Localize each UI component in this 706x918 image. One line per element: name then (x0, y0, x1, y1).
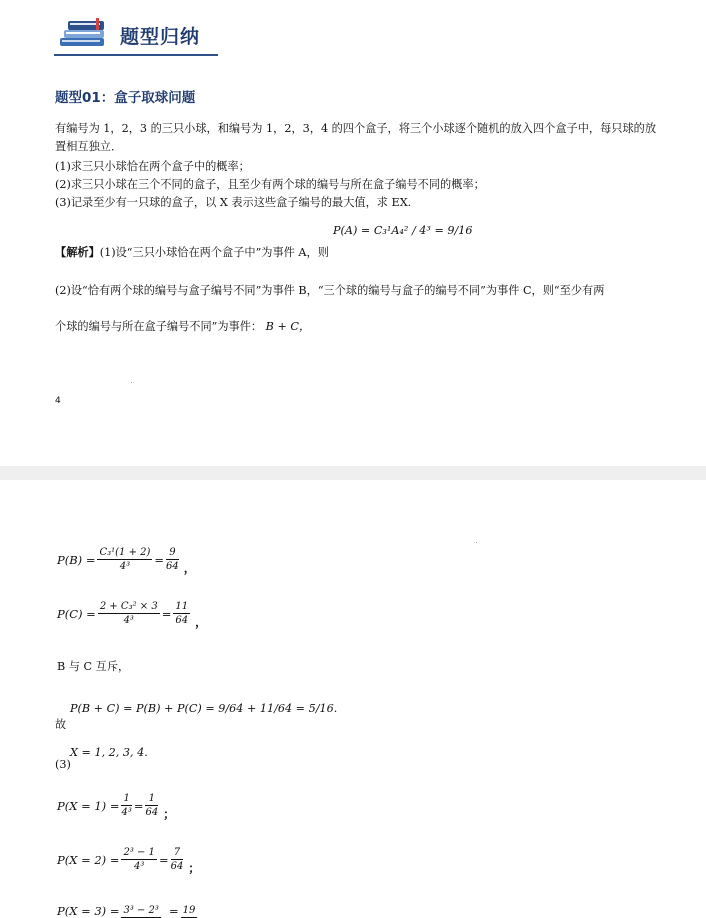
solution-part-1 (55, 244, 329, 260)
problem-intro: 有编号为 1，2，3 的三只小球，和编号为 1，2，3，4 的四个盒子，将三个小球逐个随机的放入四个盒子中，每只球的放置相互独立． (55, 122, 657, 153)
formula-p-x3: P(X = 3) = 3³ − 2³ = 19 (57, 904, 196, 918)
banner-title: 题型归纳 (120, 26, 201, 48)
problem-question-1: (1)求三只小球恰在两个盒子中的概率； (55, 160, 250, 173)
x-values: X = 1, 2, 3, 4. (70, 746, 148, 759)
formula-p-x1: P(X = 1) = $\frac{1}{\text{4³}}$ = $\frac{1}{64}$ ； (57, 793, 175, 821)
solution-part-2-text: 个球的编号与所在盒子编号不同”为事件： (55, 320, 263, 333)
solution-part-2-line-1: (2)设“恰有两个球的编号与盒子编号不同”为事件 B，“三个球的编号与盒子的编号不同”为事件 C，则“至少有两 (55, 284, 605, 297)
section-banner (54, 14, 218, 56)
solution-part-1-text: (1)设“三只小球恰在两个盒子中”为事件 A，则 (99, 246, 329, 259)
therefore-label: 故 (55, 718, 67, 731)
formula-p-b-fraction: $\frac{\text{C₃¹(1 + 2)}}{\text{4³}}$ (99, 547, 151, 572)
problem-question-2: (2)求三只小球在三个不同的盒子，且至少有两个球的编号与所在盒子编号不同的概率； (55, 178, 485, 191)
section-title: 题型01：盒子取球问题 (55, 90, 196, 106)
solution-part-3-label: (3) (55, 758, 71, 771)
formula-p-b-lhs: P(B) = (57, 552, 96, 567)
formula-p-c-lhs: P(C) = (57, 606, 96, 621)
formula-p-c-fraction: $\frac{\text{2 + C₃² × 3}}{\text{4³}}$ (99, 601, 158, 626)
formula-p-c: P(C) = $\frac{\text{2 + C₃² × 3}}{\text{4³}}$ = $\frac{11}{64}$ ， (57, 601, 207, 629)
formula-p-x2: P(X = 2) = $\frac{\text{2³ − 1}}{\text{4³}}$ = $\frac{7}{64}$ ； (57, 847, 200, 875)
page-separator (0, 466, 706, 480)
scan-dot (476, 542, 477, 543)
solution-part-2-line-2 (55, 318, 310, 334)
formula-p-a: P(A) = C₃¹A₄² / 4³ = 9/16 (333, 224, 473, 237)
page-number: 4 (55, 396, 61, 406)
books-icon (56, 16, 114, 50)
scan-dot (131, 382, 132, 383)
formula-p-c-result: $\frac{11}{64}$ (175, 601, 189, 626)
banner-underline (54, 54, 218, 56)
formula-p-b-plus-c: P(B + C) = P(B) + P(C) = 9/64 + 11/64 = 5/16. (70, 702, 338, 715)
formula-p-b: P(B) = $\frac{\text{C₃¹(1 + 2)}}{\text{4³}}$ = $\frac{9}{64}$ ， (57, 547, 196, 575)
page-2 (0, 480, 706, 916)
event-b-plus-c: B + C， (265, 320, 311, 333)
mutually-exclusive-note: B 与 C 互斥， (57, 660, 130, 673)
solution-label: 【解析】 (55, 245, 100, 259)
formula-p-b-result: $\frac{9}{64}$ (166, 547, 179, 572)
problem-question-3: (3)记录至少有一只球的盒子，以 X 表示这些盒子编号的最大值，求 EX. (55, 196, 412, 209)
